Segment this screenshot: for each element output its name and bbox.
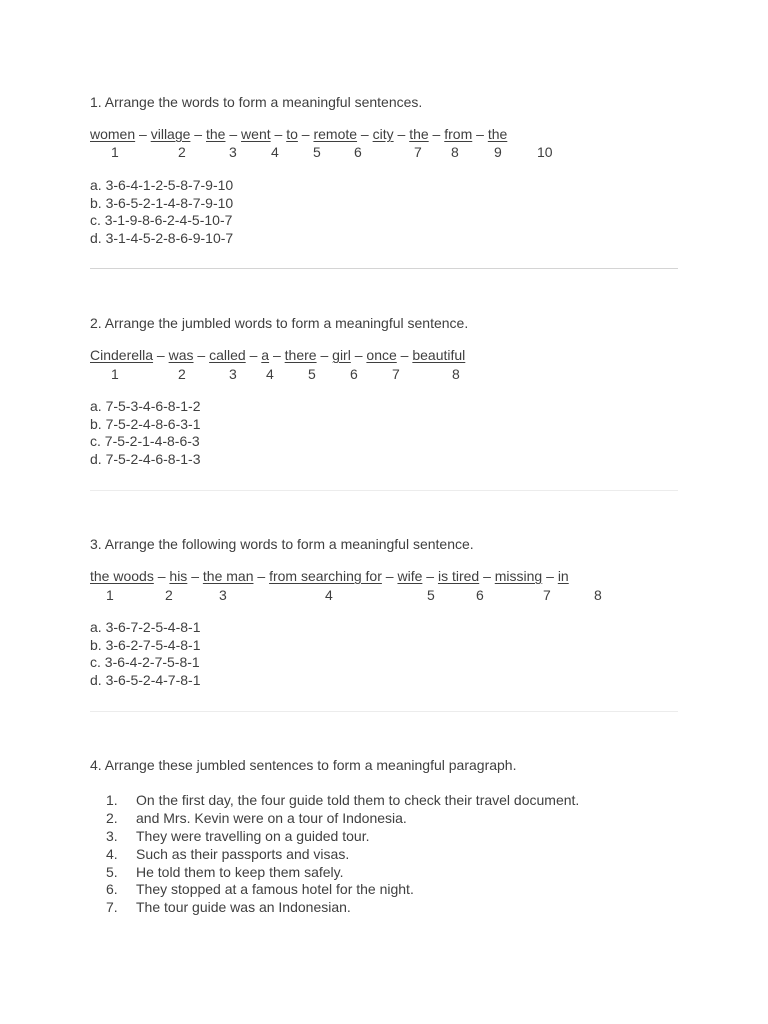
- word-number: 2: [178, 366, 186, 382]
- word: the: [206, 126, 226, 142]
- word-number: 4: [266, 366, 274, 382]
- list-number: 6.: [106, 881, 118, 898]
- word-number: 5: [427, 587, 435, 603]
- word: the: [487, 126, 508, 142]
- list-number: 2.: [106, 809, 118, 826]
- divider: [90, 490, 678, 491]
- word-number: 10: [537, 144, 553, 160]
- list-item: [106, 810, 579, 828]
- list-number: 1.: [106, 792, 118, 808]
- option-d[interactable]: d. 3-6-5-2-4-7-8-1: [90, 672, 201, 689]
- word: in: [557, 568, 569, 584]
- sentence-text: He told them to keep them safely.: [136, 863, 344, 880]
- word-number: 3: [219, 587, 227, 603]
- list-item: [106, 792, 579, 810]
- list-item: [106, 828, 579, 846]
- list-number: 4.: [106, 845, 118, 862]
- question-2-number-row: [0, 366, 768, 383]
- word: missing: [494, 568, 543, 584]
- word: was: [168, 347, 194, 363]
- word-number: 7: [392, 366, 400, 382]
- word-number: 9: [494, 144, 502, 160]
- word: women: [90, 126, 136, 142]
- word: the man: [202, 568, 254, 584]
- word-number: 1: [111, 366, 119, 382]
- word: a: [261, 347, 270, 363]
- word: the: [409, 126, 429, 142]
- word-number: 1: [106, 587, 114, 603]
- list-item: [106, 864, 579, 882]
- word: his: [169, 568, 188, 584]
- word: village: [150, 126, 191, 142]
- word-number: 6: [476, 587, 484, 603]
- word: girl: [332, 347, 351, 363]
- question-2-title: 2. Arrange the jumbled words to form a meaningful sentence.: [90, 315, 469, 331]
- question-3-options: [90, 619, 201, 690]
- option-a[interactable]: a. 3-6-4-1-2-5-8-7-9-10: [90, 177, 234, 193]
- word: to: [286, 126, 298, 142]
- sentence-text: Such as their passports and visas.: [136, 845, 350, 862]
- question-1-title: 1. Arrange the words to form a meaningful sentences.: [90, 94, 423, 110]
- option-a[interactable]: a. 7-5-3-4-6-8-1-2: [90, 398, 201, 414]
- option-b[interactable]: b. 3-6-5-2-1-4-8-7-9-10: [90, 194, 234, 211]
- word: city: [372, 126, 394, 142]
- word-number: 7: [414, 144, 422, 160]
- sentence-text: and Mrs. Kevin were on a tour of Indonesia.: [136, 809, 407, 826]
- option-a[interactable]: a. 3-6-7-2-5-4-8-1: [90, 619, 201, 635]
- word-number: 8: [594, 587, 602, 603]
- word-number: 2: [165, 587, 173, 603]
- question-2-options: [90, 398, 201, 469]
- option-d[interactable]: d. 3-1-4-5-2-8-6-9-10-7: [90, 230, 234, 247]
- sentence-text: The tour guide was an Indonesian.: [136, 899, 351, 916]
- word-number: 1: [111, 144, 119, 160]
- word-number: 8: [451, 144, 459, 160]
- question-3-title: 3. Arrange the following words to form a meaningful sentence.: [90, 536, 474, 552]
- word: from searching for: [269, 568, 382, 584]
- question-3-number-row: [0, 587, 768, 604]
- option-c[interactable]: c. 3-1-9-8-6-2-4-5-10-7: [90, 212, 233, 229]
- word: went: [241, 126, 271, 142]
- word: the woods: [90, 568, 154, 584]
- list-number: 3.: [106, 827, 118, 844]
- question-1-number-row: [0, 144, 768, 161]
- word: beautiful: [412, 347, 466, 363]
- word: there: [284, 347, 317, 363]
- word-number: 3: [229, 144, 237, 160]
- list-number: 5.: [106, 863, 118, 880]
- word-number: 6: [354, 144, 362, 160]
- sentence-text: On the first day, the four guide told them to check their travel document.: [136, 792, 580, 808]
- sentence-text: They were travelling on a guided tour.: [136, 827, 370, 844]
- word-number: 5: [308, 366, 316, 382]
- option-b[interactable]: b. 7-5-2-4-8-6-3-1: [90, 415, 201, 432]
- list-item: [106, 881, 579, 899]
- word-number: 3: [229, 366, 237, 382]
- question-3-word-row: the woods – his – the man – from searching for – wife – is tired – missing – in: [90, 568, 569, 584]
- word: called: [209, 347, 246, 363]
- option-d[interactable]: d. 7-5-2-4-6-8-1-3: [90, 451, 201, 468]
- jumbled-sentence-list: [106, 792, 579, 917]
- word: wife: [397, 568, 423, 584]
- option-c[interactable]: c. 3-6-4-2-7-5-8-1: [90, 654, 200, 671]
- sentence-text: They stopped at a famous hotel for the night.: [136, 881, 414, 898]
- word-number: 2: [178, 144, 186, 160]
- word-number: 8: [452, 366, 460, 382]
- word: remote: [313, 126, 358, 142]
- word-number: 5: [313, 144, 321, 160]
- word-number: 6: [350, 366, 358, 382]
- word-number: 4: [271, 144, 279, 160]
- word: is tired: [437, 568, 480, 584]
- list-number: 7.: [106, 899, 118, 916]
- question-1-word-row: women – village – the – went – to – remote – city – the – from – the: [90, 126, 508, 142]
- question-2-word-row: Cinderella – was – called – a – there – girl – once – beautiful: [90, 347, 466, 363]
- word: Cinderella: [90, 347, 154, 363]
- list-item: [106, 899, 579, 917]
- divider: [90, 711, 678, 712]
- option-c[interactable]: c. 7-5-2-1-4-8-6-3: [90, 433, 200, 450]
- word-number: 7: [543, 587, 551, 603]
- word-number: 4: [325, 587, 333, 603]
- option-b[interactable]: b. 3-6-2-7-5-4-8-1: [90, 636, 201, 653]
- question-1-options: [90, 177, 233, 248]
- question-4-title: 4. Arrange these jumbled sentences to form a meaningful paragraph.: [90, 757, 517, 773]
- divider: [90, 268, 678, 269]
- word: from: [444, 126, 473, 142]
- word: once: [366, 347, 397, 363]
- list-item: [106, 846, 579, 864]
